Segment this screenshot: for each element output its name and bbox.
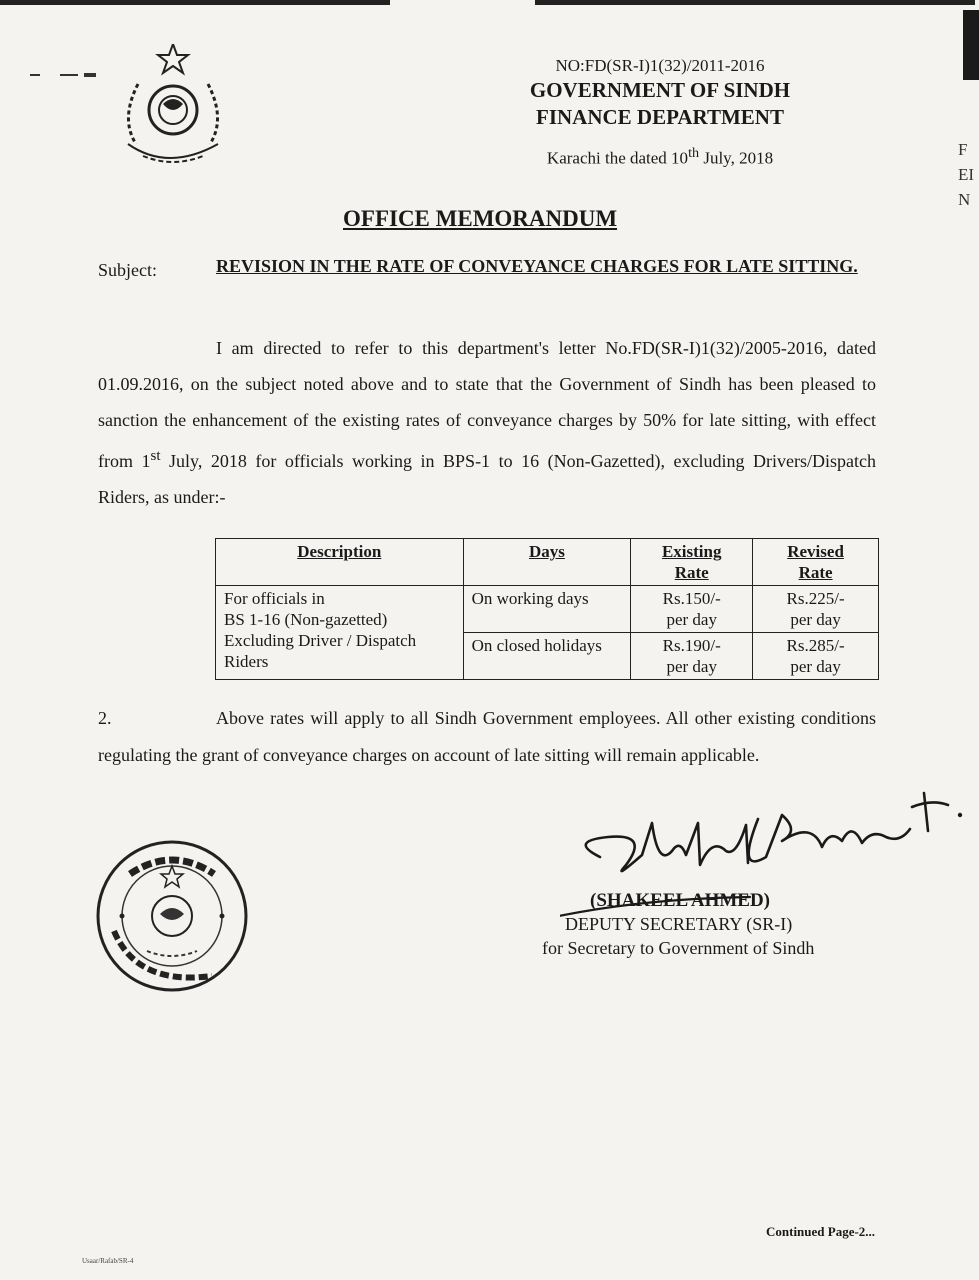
subject-text: REVISION IN THE RATE OF CONVEYANCE CHARGES FOR LATE SITTING. (216, 256, 858, 276)
subject-label: Subject: (98, 260, 157, 280)
header-description: Description (216, 539, 464, 586)
footer-code: Usaar/Rafab/SR-4 (82, 1257, 134, 1265)
description-cell: For officials in BS 1-16 (Non-gazetted) Excluding Driver / Dispatch Riders (216, 586, 464, 680)
table-row (216, 586, 879, 633)
memo-title: OFFICE MEMORANDUM (343, 206, 618, 231)
header-existing-rate: Existing Rate (631, 539, 753, 586)
issue-date: Karachi the dated 10th July, 2018 (546, 145, 774, 168)
days-cell: On working days (463, 586, 631, 633)
section-stamp-icon (92, 836, 252, 996)
signatory-title: DEPUTY SECRETARY (SR-I) (565, 914, 793, 934)
paragraph-number: 2. (98, 708, 112, 728)
revised-rate-cell: Rs.225/- per day (753, 586, 879, 633)
table-header-row (216, 539, 879, 586)
department-name: FINANCE DEPARTMENT (536, 105, 784, 129)
days-cell: On closed holidays (463, 633, 631, 680)
edge-fragment: F (958, 140, 968, 159)
scan-mark (30, 72, 100, 78)
header-revised-rate: Revised Rate (753, 539, 879, 586)
signatory-for-line: for Secretary to Government of Sindh (542, 938, 815, 958)
header-days: Days (463, 539, 631, 586)
revised-rate-cell: Rs.285/- per day (753, 633, 879, 680)
letterhead (460, 55, 860, 169)
edge-fragment: EI (958, 165, 975, 184)
existing-rate-cell: Rs.150/- per day (631, 586, 753, 633)
body-paragraph-2: 2. Above rates will apply to all Sindh Government employees. All other existing conditions regulating the grant of conveyance charges on account of late sitting will remain applicable. (98, 700, 876, 774)
scan-edge-right (963, 10, 979, 80)
scan-edge-top-left (0, 0, 390, 5)
government-name: GOVERNMENT OF SINDH (529, 78, 791, 102)
signatory-name: (SHAKEEL AHMED) (590, 890, 770, 911)
rates-table (215, 538, 879, 680)
reference-number: NO:FD(SR-I)1(32)/2011-2016 (555, 56, 765, 75)
government-seal-icon (108, 44, 228, 174)
scan-edge-top-right (535, 0, 975, 5)
continued-note: Continued Page-2... (766, 1224, 876, 1239)
edge-fragment: N (958, 190, 971, 209)
body-paragraph-1: I am directed to refer to this department's letter No.FD(SR-I)1(32)/2005-2016, dated 01.09.2016, on the subject noted above and to state that the Government of Sindh has been pleased to sanction the enhancement of the existing rates of conveyance charges by 50% for late sitting, with effect from 1st July, 2018 for officials working in BPS-1 to 16 (Non-Gazetted), excluding Drivers/Dispatch Riders, as under:- (98, 338, 876, 507)
existing-rate-cell: Rs.190/- per day (631, 633, 753, 680)
